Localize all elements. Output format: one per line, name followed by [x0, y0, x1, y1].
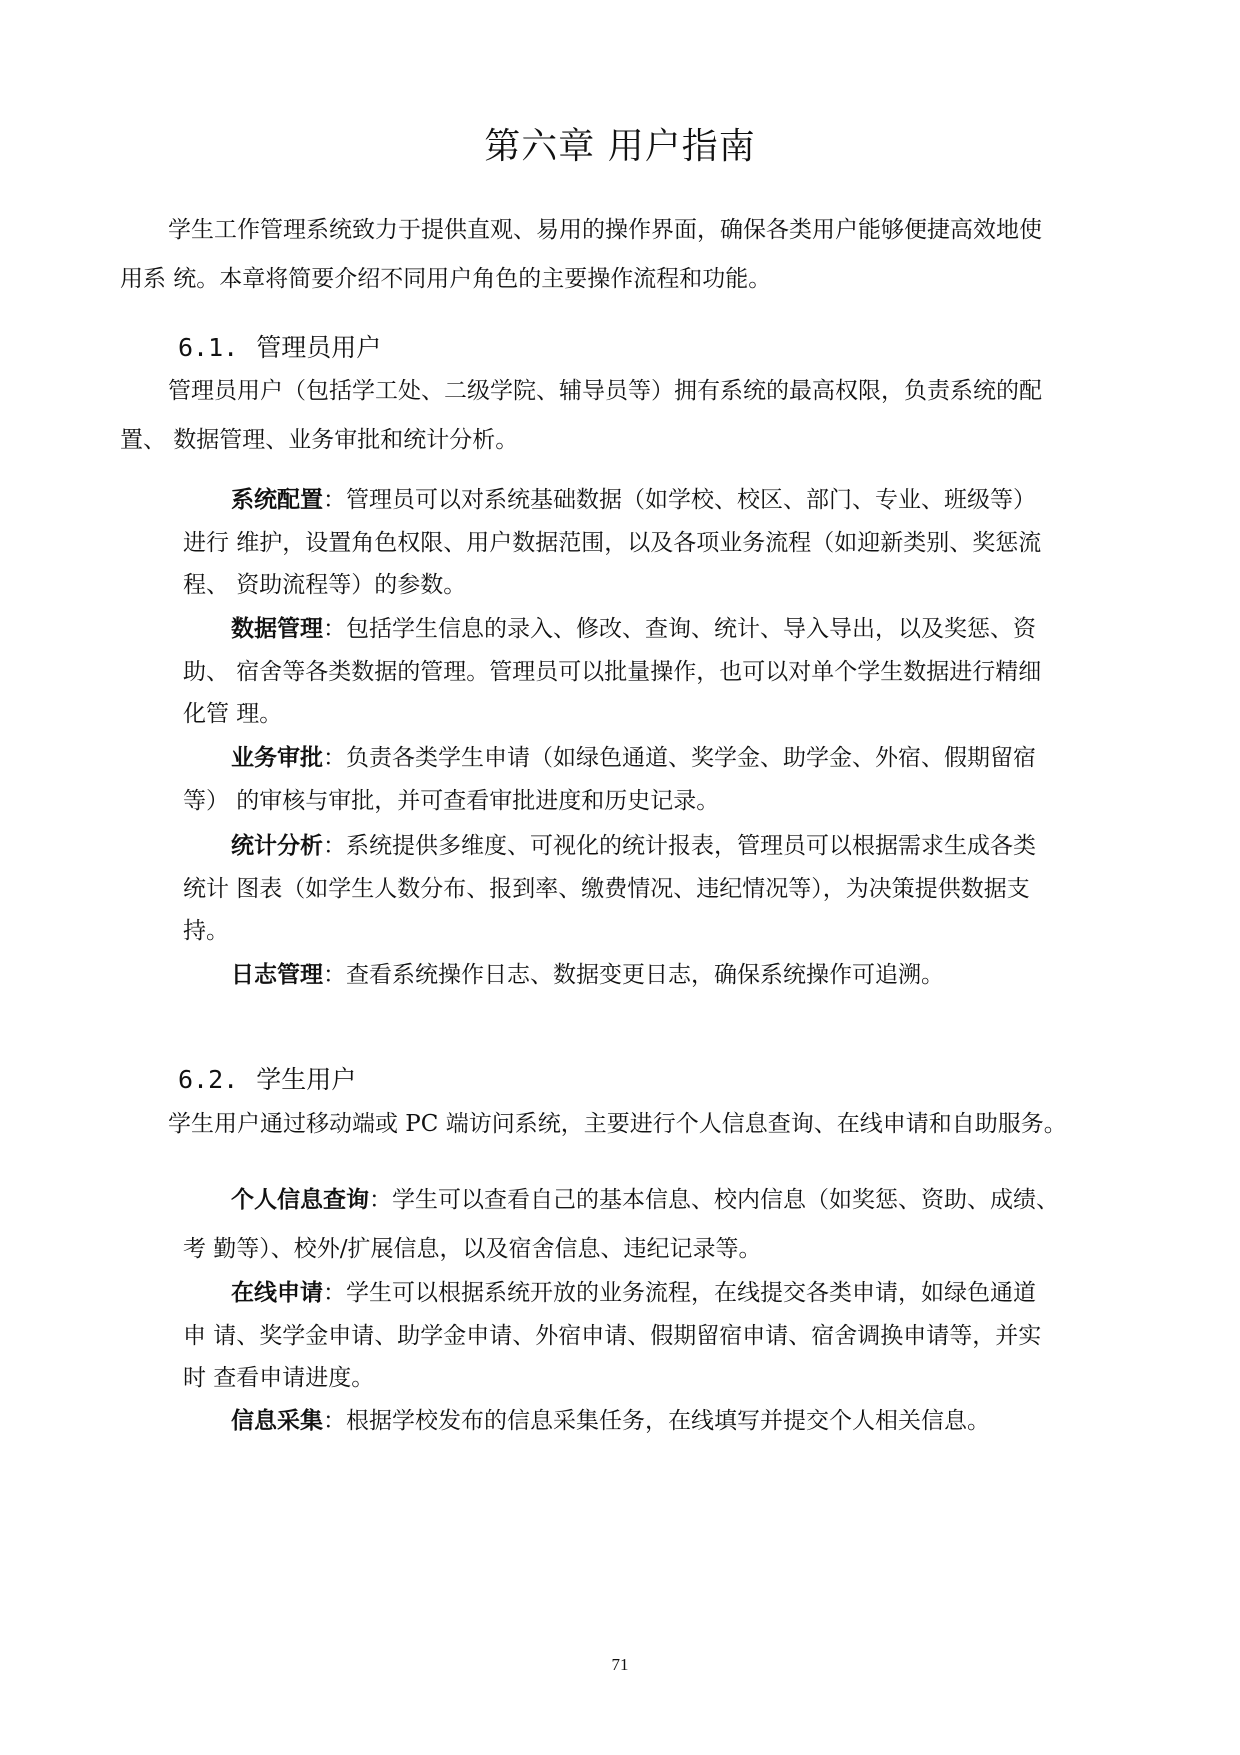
item-text: ：包括学生信息的录入、修改、查询、统计、导入导出，以及奖惩、资	[323, 616, 1036, 642]
item-text: ：负责各类学生申请（如绿色通道、奖学金、助学金、外宿、假期留宿	[323, 745, 1036, 771]
item-text: 助、 宿舍等各类数据的管理。管理员可以批量操作，也可以对单个学生数据进行精细	[183, 658, 1042, 685]
admin-item-logs	[183, 962, 1143, 990]
item-term: 个人信息查询	[231, 1187, 369, 1213]
item-term: 系统配置	[231, 487, 323, 513]
admin-item-approval	[183, 745, 1143, 815]
section-intro-admin	[120, 378, 1150, 454]
student-item-online-apply	[183, 1280, 1143, 1393]
section-intro-line: 置、 数据管理、业务审批和统计分析。	[120, 426, 519, 453]
item-term: 数据管理	[231, 616, 323, 642]
chapter-intro-line: 用系 统。本章将简要介绍不同用户角色的主要操作流程和功能。	[120, 265, 772, 292]
item-text: ：学生可以根据系统开放的业务流程，在线提交各类申请，如绿色通道	[323, 1280, 1036, 1306]
item-text: ：查看系统操作日志、数据变更日志，确保系统操作可追溯。	[323, 962, 944, 988]
student-item-info-query	[183, 1187, 1143, 1263]
admin-item-system-config	[183, 487, 1143, 600]
item-text: ：学生可以查看自己的基本信息、校内信息（如奖惩、资助、成绩、	[369, 1187, 1059, 1213]
section-intro-line: 管理员用户（包括学工处、二级学院、辅导员等）拥有系统的最高权限，负责系统的配	[168, 378, 1042, 404]
item-term: 信息采集	[231, 1408, 323, 1434]
item-text: 程、 资助流程等）的参数。	[183, 572, 467, 599]
section-title: 管理员用户	[256, 333, 382, 362]
section-title: 学生用户	[256, 1065, 357, 1094]
section-number: 6.2.	[178, 1065, 239, 1094]
item-term: 统计分析	[231, 833, 323, 859]
chapter-intro-line: 学生工作管理系统致力于提供直观、易用的操作界面，确保各类用户能够便捷高效地使	[168, 217, 1042, 243]
student-item-info-collection	[183, 1408, 1143, 1436]
item-text: 考 勤等）、校外/扩展信息，以及宿舍信息、违纪记录等。	[183, 1235, 762, 1262]
section-intro-student	[120, 1111, 1150, 1139]
item-text: ：系统提供多维度、可视化的统计报表，管理员可以根据需求生成各类	[323, 833, 1036, 859]
item-term: 日志管理	[231, 962, 323, 988]
item-text: 申 请、奖学金申请、助学金申请、外宿申请、假期留宿申请、宿舍调换申请等，并实	[183, 1322, 1042, 1349]
page-number: 71	[611, 1655, 629, 1674]
item-text: 化管 理。	[183, 701, 283, 728]
admin-item-statistics	[183, 833, 1143, 946]
item-term: 业务审批	[231, 745, 323, 771]
section-heading-admin	[178, 328, 381, 364]
item-text: 时 查看申请进度。	[183, 1365, 375, 1392]
section-heading-student	[178, 1060, 356, 1096]
item-text: 等） 的审核与审批，并可查看审批进度和历史记录。	[183, 787, 720, 814]
item-text: 持。	[183, 918, 229, 945]
section-number: 6.1.	[178, 333, 239, 362]
section-intro-line: 学生用户通过移动端或 PC 端访问系统，主要进行个人信息查询、在线申请和自助服务。	[168, 1111, 1067, 1137]
admin-item-data-management	[183, 616, 1143, 729]
item-term: 在线申请	[231, 1280, 323, 1306]
item-text: 进行 维护，设置角色权限、用户数据范围，以及各项业务流程（如迎新类别、奖惩流	[183, 529, 1042, 556]
chapter-title: 第六章 用户指南	[484, 126, 756, 167]
item-text: 统计 图表（如学生人数分布、报到率、缴费情况、违纪情况等），为决策提供数据支	[183, 875, 1030, 902]
chapter-intro	[120, 217, 1140, 293]
item-text: ：管理员可以对系统基础数据（如学校、校区、部门、专业、班级等）	[323, 487, 1036, 513]
item-text: ：根据学校发布的信息采集任务，在线填写并提交个人相关信息。	[323, 1408, 990, 1434]
